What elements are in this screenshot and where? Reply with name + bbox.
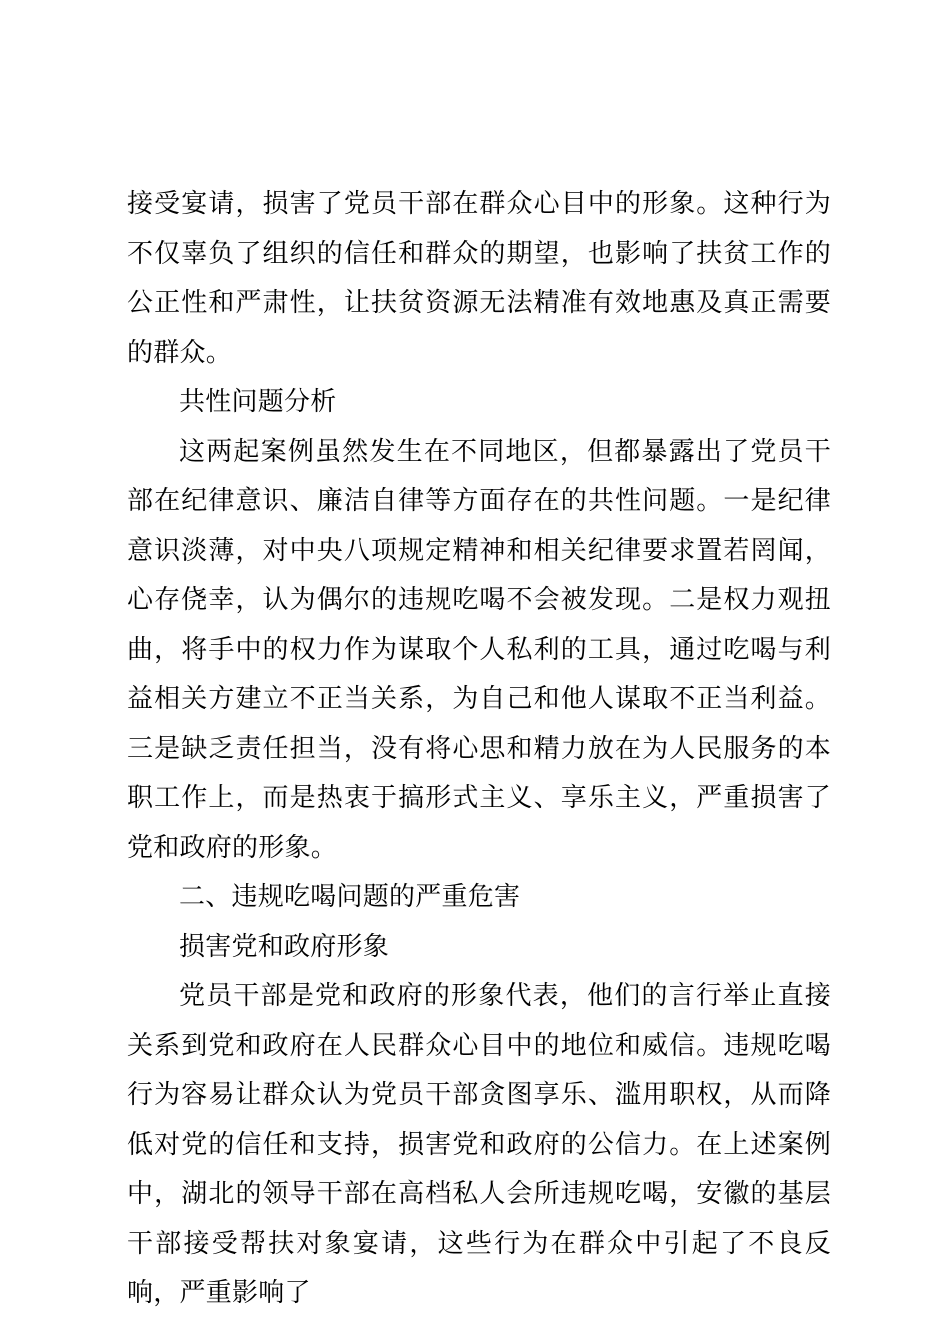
paragraph-image-damage: 党员干部是党和政府的形象代表，他们的言行举止直接关系到党和政府在人民群众心目中的地位和威信。违规吃喝行为容易让群众认为党员干部贪图享乐、滥用职权，从而降低对党的信任和支持，损害党和政府的公信力。在上述案例中，湖北的领导干部在高档私人会所违规吃喝，安徽的基层干部接受帮扶对象宴请，这些行为在群众中引起了不良反响，严重影响了	[127, 981, 831, 1308]
paragraph-continued: 接受宴请，损害了党员干部在群众心目中的形象。这种行为不仅辜负了组织的信任和群众的期望，也影响了扶贫工作的公正性和严肃性，让扶贫资源无法精准有效地惠及真正需要的群众。	[127, 189, 831, 368]
document-body	[127, 180, 831, 1319]
subheading-image-damage: 损害党和政府形象	[179, 931, 390, 962]
paragraph-common-problems: 这两起案例虽然发生在不同地区，但都暴露出了党员干部在纪律意识、廉洁自律等方面存在的共性问题。一是纪律意识淡薄，对中央八项规定精神和相关纪律要求置若罔闻，心存侥幸，认为偶尔的违规吃喝不会被发现。二是权力观扭曲，将手中的权力作为谋取个人私利的工具，通过吃喝与利益相关方建立不正当关系，为自己和他人谋取不正当利益。三是缺乏责任担当，没有将心思和精力放在为人民服务的本职工作上，而是热衷于搞形式主义、享乐主义，严重损害了党和政府的形象。	[127, 436, 831, 863]
subheading-common-problems: 共性问题分析	[179, 387, 337, 417]
section-heading-harms: 二、违规吃喝问题的严重危害	[179, 882, 521, 912]
